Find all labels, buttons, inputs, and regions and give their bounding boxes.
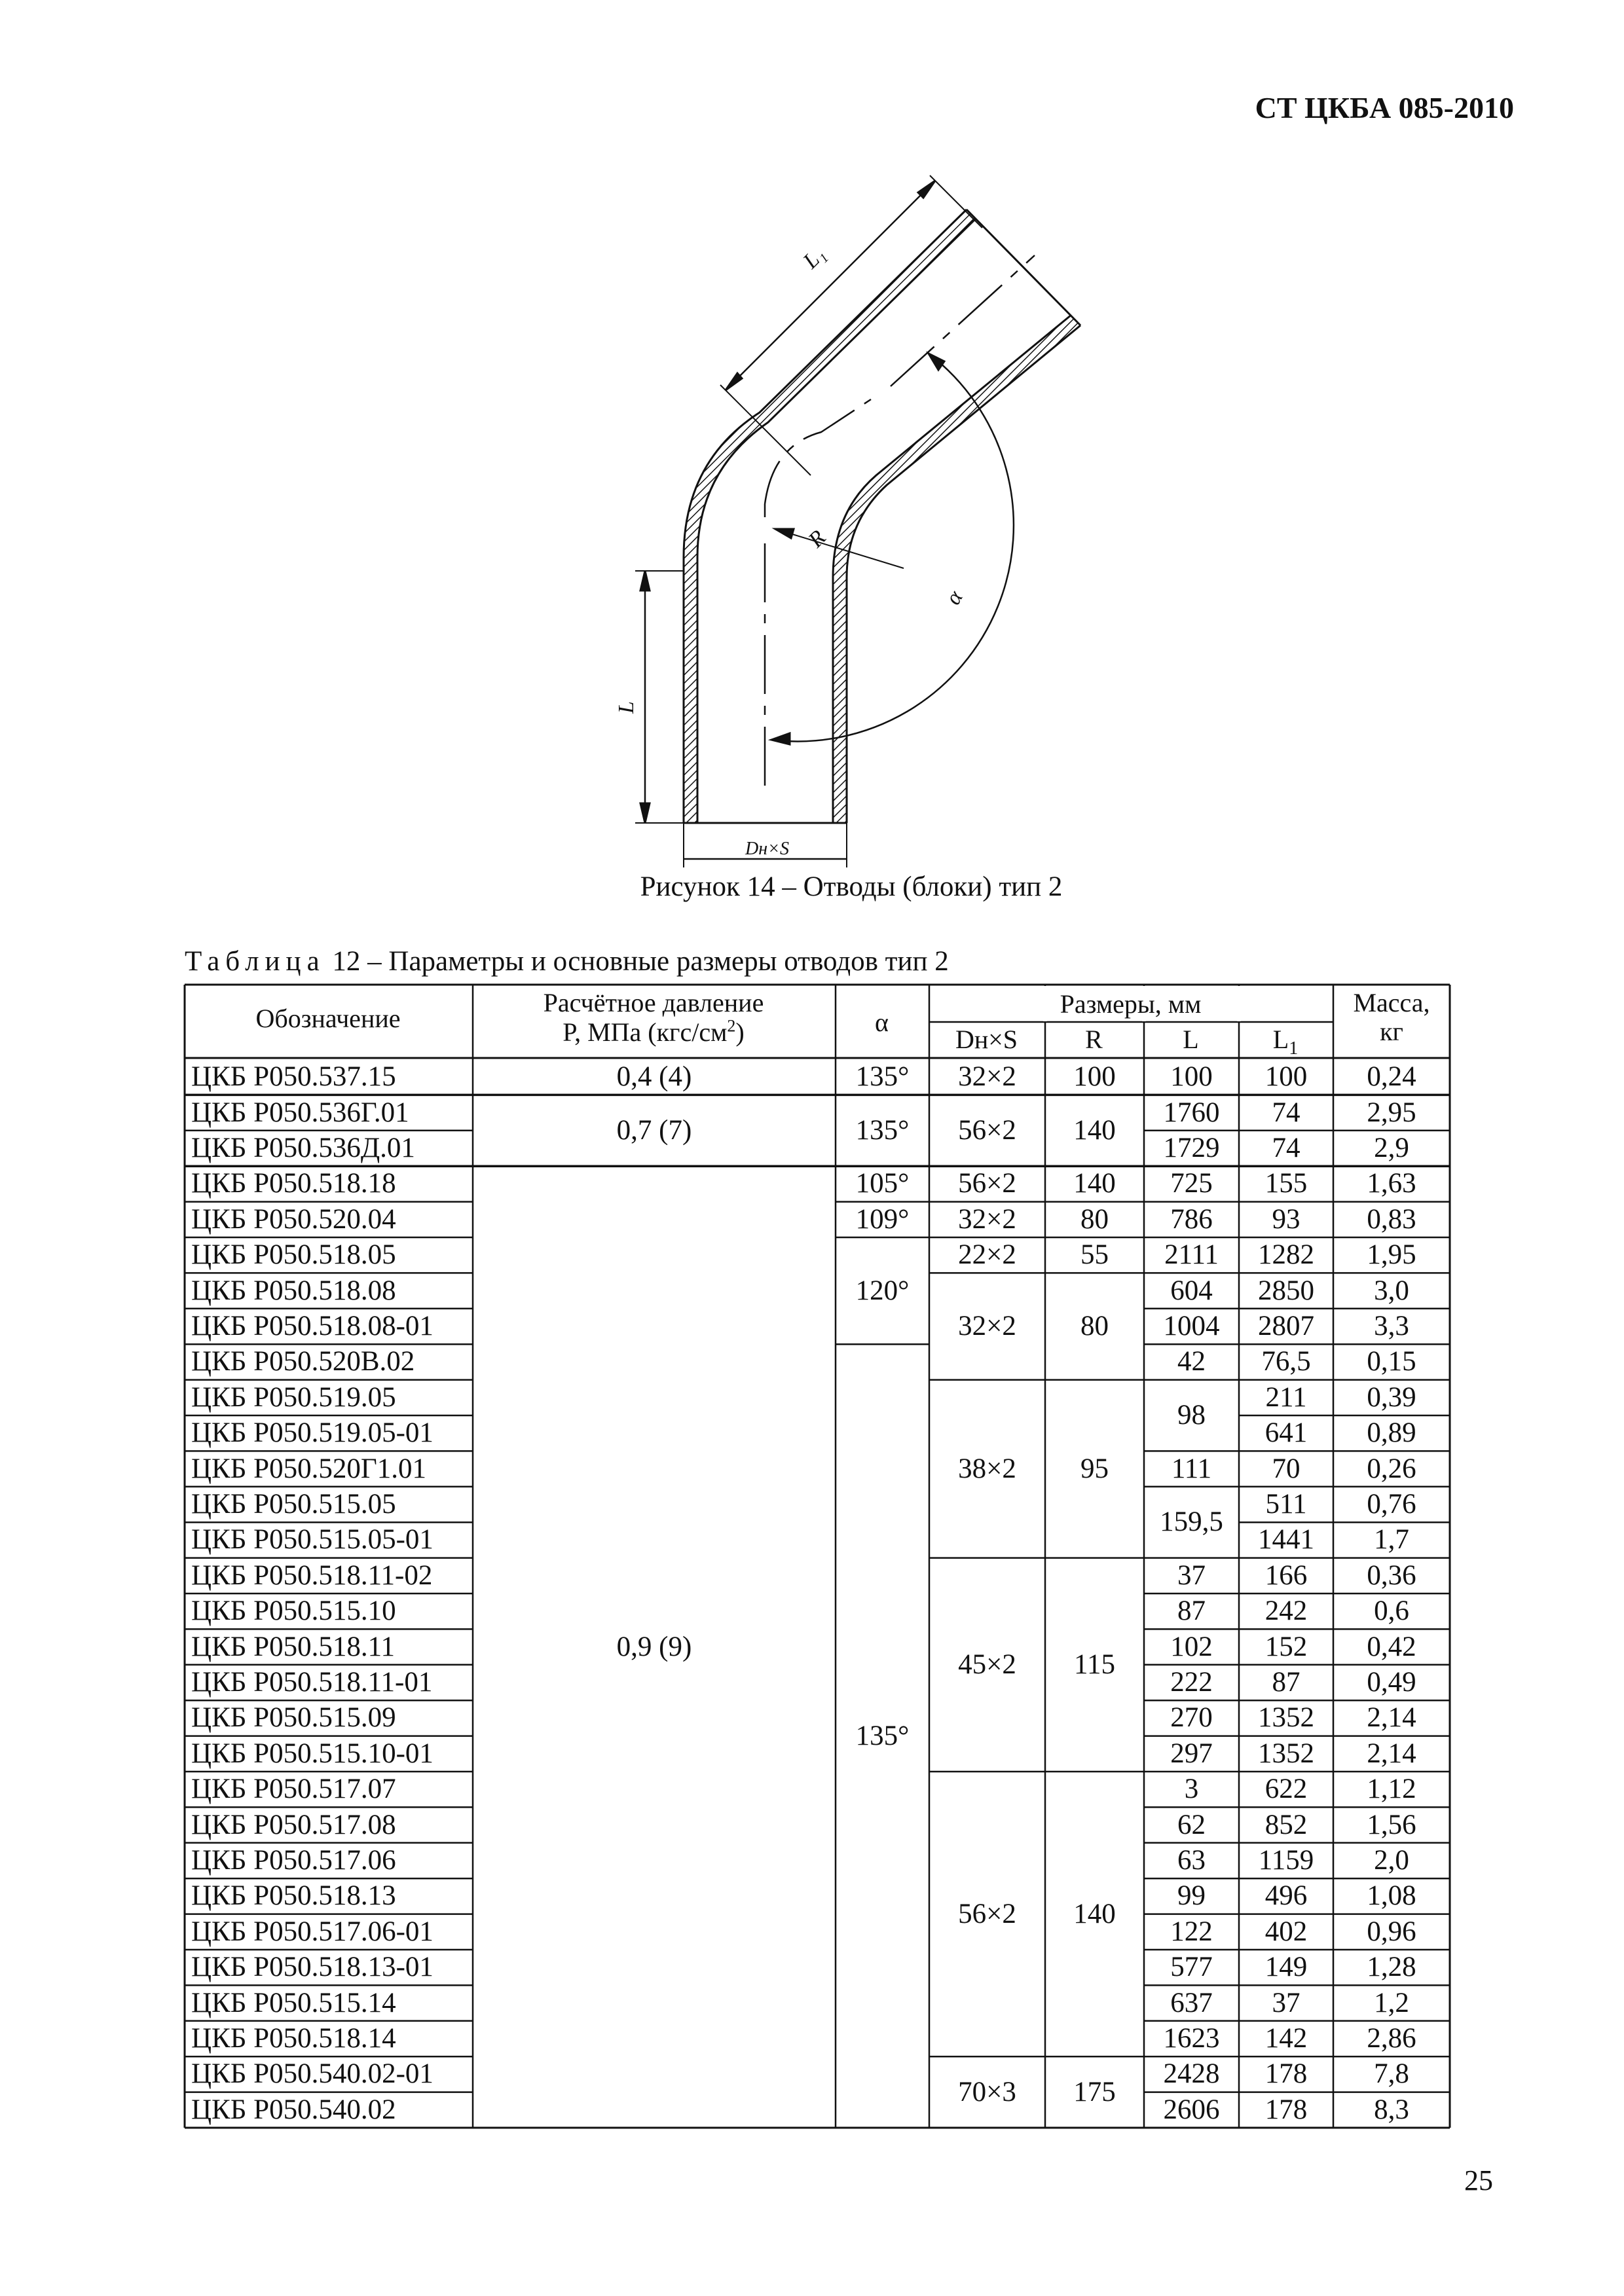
mass-cell: 0,24 xyxy=(1367,1061,1416,1093)
l-cell: 1004 xyxy=(1163,1311,1220,1341)
l1-cell: 87 xyxy=(1272,1667,1301,1698)
designation-cell: ЦКБ Р050.515.10 xyxy=(191,1595,396,1627)
l-cell: 122 xyxy=(1170,1916,1213,1947)
l-cell: 2606 xyxy=(1163,2094,1220,2125)
mass-cell: 3,3 xyxy=(1374,1311,1409,1341)
r-cell: 80 xyxy=(1080,1203,1109,1235)
designation-cell: ЦКБ Р050.518.11 xyxy=(191,1631,395,1662)
designation-cell: ЦКБ Р050.520.04 xyxy=(191,1203,396,1235)
r-cell: 140 xyxy=(1073,1168,1116,1199)
l-cell: 1623 xyxy=(1163,2023,1220,2054)
header-pressure-line1: Расчётное давление xyxy=(543,988,764,1017)
r-cell: 80 xyxy=(1080,1311,1109,1341)
mass-cell: 2,95 xyxy=(1367,1097,1416,1128)
l1-cell: 242 xyxy=(1264,1595,1308,1627)
figure-caption: Рисунок 14 – Отводы (блоки) тип 2 xyxy=(640,871,1063,902)
mass-cell: 2,14 xyxy=(1367,1738,1416,1769)
l1-cell: 1159 xyxy=(1258,1845,1314,1876)
l1-cell: 641 xyxy=(1264,1417,1308,1449)
designation-cell: ЦКБ Р050.536Г.01 xyxy=(191,1097,409,1128)
designation-cell: ЦКБ Р050.515.09 xyxy=(191,1702,396,1734)
designation-cell: ЦКБ Р050.536Д.01 xyxy=(191,1133,415,1163)
alpha-cell: 135° xyxy=(855,1061,910,1093)
l-cell: 3 xyxy=(1184,1774,1199,1805)
page-number: 25 xyxy=(1464,2164,1493,2196)
mass-cell: 0,49 xyxy=(1367,1667,1416,1698)
designation-cell: ЦКБ Р050.518.13-01 xyxy=(191,1952,434,1983)
mass-cell: 1,28 xyxy=(1367,1952,1416,1983)
mass-cell: 0,39 xyxy=(1367,1381,1416,1413)
l-cell: 111 xyxy=(1171,1453,1212,1484)
mass-cell: 1,08 xyxy=(1367,1880,1416,1912)
table-title-text: 12 – Параметры и основные размеры отводов тип 2 xyxy=(325,946,949,977)
l1-cell: 622 xyxy=(1264,1774,1308,1805)
designation-cell: ЦКБ Р050.540.02-01 xyxy=(191,2058,434,2090)
l1-cell: 2850 xyxy=(1258,1275,1314,1306)
designation-cell: ЦКБ Р050.519.05-01 xyxy=(191,1417,434,1449)
l-cell: 725 xyxy=(1170,1168,1213,1199)
l-cell: 87 xyxy=(1177,1595,1206,1627)
mass-cell: 8,3 xyxy=(1374,2094,1409,2125)
header-mass-line1: Масса, xyxy=(1353,988,1430,1017)
l-cell: 100 xyxy=(1170,1061,1213,1093)
l-cell: 62 xyxy=(1177,1809,1206,1840)
l1-cell: 142 xyxy=(1264,2023,1308,2054)
r-cell: 55 xyxy=(1080,1239,1109,1271)
l1-cell: 1352 xyxy=(1258,1702,1314,1734)
r-label: R xyxy=(803,525,831,553)
designation-cell: ЦКБ Р050.518.08 xyxy=(191,1275,396,1306)
mass-cell: 1,12 xyxy=(1367,1774,1416,1805)
dn-cell: 56×2 xyxy=(958,1114,1016,1146)
l1-cell: 100 xyxy=(1264,1061,1308,1093)
header-dn: Dн×S xyxy=(955,1025,1018,1054)
designation-cell: ЦКБ Р050.519.05 xyxy=(191,1381,396,1413)
l-cell: 1729 xyxy=(1163,1133,1220,1163)
l1-cell: 93 xyxy=(1272,1203,1301,1235)
alpha-cell: 135° xyxy=(855,1114,910,1146)
l-cell: 98 xyxy=(1177,1400,1206,1430)
r-cell: 100 xyxy=(1073,1061,1116,1093)
l1-cell: 496 xyxy=(1264,1880,1308,1912)
mass-cell: 0,15 xyxy=(1367,1346,1416,1377)
l1-cell: 178 xyxy=(1264,2094,1308,2125)
mass-cell: 0,26 xyxy=(1367,1453,1416,1484)
header-mass xyxy=(1333,989,1450,1046)
l1-cell: 149 xyxy=(1264,1952,1308,1983)
mass-cell: 0,42 xyxy=(1367,1631,1416,1662)
r-cell: 175 xyxy=(1073,2076,1116,2107)
l-cell: 270 xyxy=(1170,1702,1213,1734)
l-cell: 786 xyxy=(1170,1203,1213,1235)
designation-cell: ЦКБ Р050.537.15 xyxy=(191,1061,396,1093)
l-cell: 604 xyxy=(1170,1275,1213,1306)
dn-cell: 56×2 xyxy=(958,1898,1016,1929)
l1-cell: 37 xyxy=(1272,1987,1301,2018)
mass-cell: 2,86 xyxy=(1367,2023,1416,2054)
mass-cell: 0,89 xyxy=(1367,1417,1416,1449)
pressure-cell: 0,4 (4) xyxy=(616,1061,692,1093)
l-cell: 1760 xyxy=(1163,1097,1220,1128)
mass-cell: 1,2 xyxy=(1374,1987,1409,2018)
mass-cell: 1,63 xyxy=(1367,1168,1416,1199)
dn-cell: 38×2 xyxy=(958,1453,1016,1484)
designation-cell: ЦКБ Р050.520Г1.01 xyxy=(191,1453,426,1484)
mass-cell: 1,56 xyxy=(1367,1809,1416,1840)
l1-cell: 402 xyxy=(1264,1916,1308,1947)
designation-cell: ЦКБ Р050.518.14 xyxy=(191,2023,396,2054)
mass-cell: 1,7 xyxy=(1374,1524,1409,1556)
l1-cell: 155 xyxy=(1264,1168,1308,1199)
alpha-label: α xyxy=(940,587,968,609)
l-cell: 2428 xyxy=(1163,2058,1220,2090)
dn-cell: 32×2 xyxy=(958,1311,1016,1341)
header-r: R xyxy=(1085,1025,1103,1054)
mass-cell: 7,8 xyxy=(1374,2058,1409,2090)
dn-cell: 22×2 xyxy=(958,1239,1016,1271)
alpha-cell: 105° xyxy=(855,1168,910,1199)
mass-cell: 0,76 xyxy=(1367,1489,1416,1520)
designation-cell: ЦКБ Р050.515.14 xyxy=(191,1987,396,2018)
designation-cell: ЦКБ Р050.518.18 xyxy=(191,1168,396,1199)
designation-cell: ЦКБ Р050.518.13 xyxy=(191,1880,396,1912)
alpha-cell: 120° xyxy=(855,1275,910,1306)
l1-cell: 1282 xyxy=(1258,1239,1314,1271)
l1-label: L₁ xyxy=(798,242,830,274)
header-pressure xyxy=(473,989,834,1047)
l1-cell: 211 xyxy=(1265,1381,1307,1413)
designation-cell: ЦКБ Р050.515.05-01 xyxy=(191,1524,434,1556)
mass-cell: 0,83 xyxy=(1367,1203,1416,1235)
designation-cell: ЦКБ Р050.540.02 xyxy=(191,2094,396,2125)
l1-cell: 152 xyxy=(1264,1631,1308,1662)
designation-cell: ЦКБ Р050.515.10-01 xyxy=(191,1738,434,1769)
header-alpha: α xyxy=(875,1008,889,1037)
alpha-cell: 109° xyxy=(855,1203,910,1235)
mass-cell: 0,96 xyxy=(1367,1916,1416,1947)
designation-cell: ЦКБ Р050.518.11-02 xyxy=(191,1559,433,1591)
l1-cell: 2807 xyxy=(1258,1311,1314,1341)
l1-cell: 1352 xyxy=(1258,1738,1314,1769)
l1-cell: 166 xyxy=(1264,1559,1308,1591)
dn-cell: 45×2 xyxy=(958,1649,1016,1680)
l-cell: 577 xyxy=(1170,1952,1213,1983)
l1-cell: 76,5 xyxy=(1261,1346,1311,1377)
header-pressure-line2: P, МПа $(кгс/см^2)$ xyxy=(563,1017,745,1048)
l-cell: 297 xyxy=(1170,1738,1213,1769)
mass-cell: 0,6 xyxy=(1374,1595,1409,1627)
l-cell: 2111 xyxy=(1164,1239,1219,1271)
l-cell: 637 xyxy=(1170,1987,1213,2018)
designation-cell: ЦКБ Р050.515.05 xyxy=(191,1489,396,1520)
designation-cell: ЦКБ Р050.517.08 xyxy=(191,1809,396,1840)
mass-cell: 2,9 xyxy=(1374,1133,1409,1163)
dn-label: Dн×S xyxy=(745,839,790,859)
header-mass-line2: кг xyxy=(1380,1017,1403,1046)
l1-cell: 74 xyxy=(1272,1097,1301,1128)
l-cell: 159,5 xyxy=(1160,1506,1223,1538)
l-cell: 42 xyxy=(1177,1346,1206,1377)
l1-cell: 178 xyxy=(1264,2058,1308,2090)
l1-cell: 74 xyxy=(1272,1133,1301,1163)
r-cell: 140 xyxy=(1073,1114,1116,1146)
mass-cell: 2,14 xyxy=(1367,1702,1416,1734)
l1-cell: 1441 xyxy=(1258,1524,1314,1556)
designation-cell: ЦКБ Р050.517.07 xyxy=(191,1774,396,1805)
r-cell: 140 xyxy=(1073,1898,1116,1929)
l1-cell: 70 xyxy=(1272,1453,1301,1484)
designation-cell: ЦКБ Р050.518.08-01 xyxy=(191,1311,434,1341)
designation-cell: ЦКБ Р050.520В.02 xyxy=(191,1346,415,1377)
mass-cell: 1,95 xyxy=(1367,1239,1416,1271)
l-cell: 99 xyxy=(1177,1880,1206,1912)
alpha-cell: 135° xyxy=(855,1720,910,1751)
dn-cell: 32×2 xyxy=(958,1061,1016,1093)
l-label: L xyxy=(614,701,638,714)
r-cell: 115 xyxy=(1074,1649,1115,1680)
designation-cell: ЦКБ Р050.518.05 xyxy=(191,1239,396,1271)
l-cell: 63 xyxy=(1177,1845,1206,1876)
dn-cell: 56×2 xyxy=(958,1168,1016,1199)
l1-cell: 852 xyxy=(1264,1809,1308,1840)
header-l: L xyxy=(1183,1025,1199,1054)
l-cell: 102 xyxy=(1170,1631,1213,1662)
pressure-cell: 0,7 (7) xyxy=(616,1114,692,1146)
header-dimensions: Размеры, мм xyxy=(1060,989,1202,1019)
designation-cell: ЦКБ Р050.517.06-01 xyxy=(191,1916,434,1947)
mass-cell: 3,0 xyxy=(1374,1275,1409,1306)
mass-cell: 0,36 xyxy=(1367,1559,1416,1591)
l-cell: 222 xyxy=(1170,1667,1213,1698)
pressure-cell: 0,9 (9) xyxy=(616,1631,692,1662)
header-l1: $L_1$ xyxy=(1272,1025,1299,1059)
designation-cell: ЦКБ Р050.517.06 xyxy=(191,1845,396,1876)
dn-cell: 32×2 xyxy=(958,1203,1016,1235)
dn-cell: 70×3 xyxy=(958,2076,1016,2107)
l-cell: 37 xyxy=(1177,1559,1206,1591)
l1-cell: 511 xyxy=(1265,1489,1307,1520)
designation-cell: ЦКБ Р050.518.11-01 xyxy=(191,1667,433,1698)
document-code: СТ ЦКБА 085-2010 xyxy=(1255,91,1514,124)
header-designation: Обозначение xyxy=(255,1004,401,1033)
table-title-prefix: Таблица xyxy=(185,946,325,977)
mass-cell: 2,0 xyxy=(1374,1845,1409,1876)
r-cell: 95 xyxy=(1080,1453,1109,1484)
